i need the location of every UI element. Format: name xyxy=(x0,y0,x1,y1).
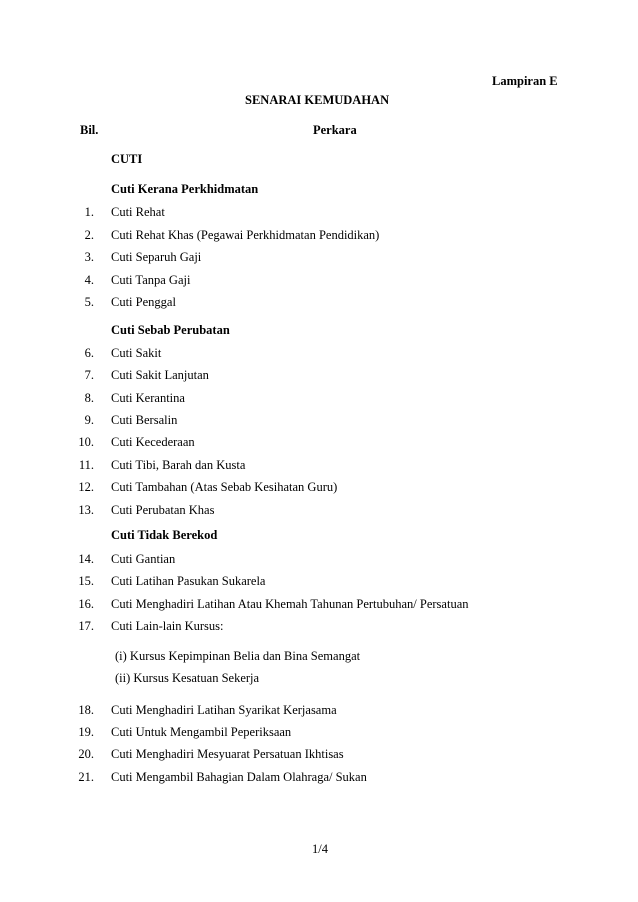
item-number: 19. xyxy=(78,725,94,739)
item-number: 6. xyxy=(84,346,94,360)
group-heading: Cuti Kerana Perkhidmatan xyxy=(111,182,259,196)
item-number: 8. xyxy=(84,391,94,405)
item-text: Cuti Tambahan (Atas Sebab Kesihatan Guru) xyxy=(111,480,338,494)
item-text: Cuti Kerantina xyxy=(111,391,185,405)
page-number: 1/4 xyxy=(312,842,328,856)
group-heading: Cuti Sebab Perubatan xyxy=(111,323,230,337)
column-header-number: Bil. xyxy=(80,123,99,137)
item-number: 1. xyxy=(84,205,94,219)
item-text: Cuti Rehat xyxy=(111,205,165,219)
page-title: SENARAI KEMUDAHAN xyxy=(245,93,390,107)
item-text: Cuti Latihan Pasukan Sukarela xyxy=(111,574,266,588)
item-text: Cuti Menghadiri Latihan Atau Khemah Tahunan Pertubuhan/ Persatuan xyxy=(111,597,469,611)
item-number: 4. xyxy=(84,273,94,287)
item-text: Cuti Rehat Khas (Pegawai Perkhidmatan Pendidikan) xyxy=(111,228,380,242)
item-number: 15. xyxy=(78,574,94,588)
item-number: 21. xyxy=(78,770,94,784)
item-number: 11. xyxy=(78,458,94,472)
item-text: Cuti Lain-lain Kursus: xyxy=(111,619,224,633)
item-text: Cuti Kecederaan xyxy=(111,435,195,449)
item-text: Cuti Bersalin xyxy=(111,413,178,427)
item-number: 13. xyxy=(78,503,94,517)
item-text: Cuti Penggal xyxy=(111,295,176,309)
group-heading: Cuti Tidak Berekod xyxy=(111,528,218,542)
item-number: 16. xyxy=(78,597,94,611)
item-number: 17. xyxy=(78,619,94,633)
column-header-item: Perkara xyxy=(313,123,357,137)
item-number: 12. xyxy=(78,480,94,494)
item-number: 20. xyxy=(78,747,94,761)
item-number: 18. xyxy=(78,703,94,717)
item-number: 2. xyxy=(84,228,94,242)
item-text: Cuti Menghadiri Mesyuarat Persatuan Ikhtisas xyxy=(111,747,344,761)
item-text: Cuti Sakit Lanjutan xyxy=(111,368,209,382)
item-number: 3. xyxy=(84,250,94,264)
section-title: CUTI xyxy=(111,152,143,166)
item-text: Cuti Untuk Mengambil Peperiksaan xyxy=(111,725,292,739)
item-number: 7. xyxy=(84,368,94,382)
appendix-label: Lampiran E xyxy=(492,74,558,88)
item-text: Cuti Tanpa Gaji xyxy=(111,273,191,287)
item-text: Cuti Sakit xyxy=(111,346,162,360)
item-number: 14. xyxy=(78,552,94,566)
item-text: Cuti Menghadiri Latihan Syarikat Kerjasama xyxy=(111,703,337,717)
item-number: 10. xyxy=(78,435,94,449)
item-text: Cuti Separuh Gaji xyxy=(111,250,202,264)
item-text: Cuti Perubatan Khas xyxy=(111,503,215,517)
item-number: 5. xyxy=(84,295,94,309)
sub-item: (ii) Kursus Kesatuan Sekerja xyxy=(115,671,260,685)
item-text: Cuti Tibi, Barah dan Kusta xyxy=(111,458,246,472)
item-number: 9. xyxy=(84,413,94,427)
sub-item: (i) Kursus Kepimpinan Belia dan Bina Semangat xyxy=(115,649,361,663)
item-text: Cuti Gantian xyxy=(111,552,176,566)
item-text: Cuti Mengambil Bahagian Dalam Olahraga/ Sukan xyxy=(111,770,367,784)
